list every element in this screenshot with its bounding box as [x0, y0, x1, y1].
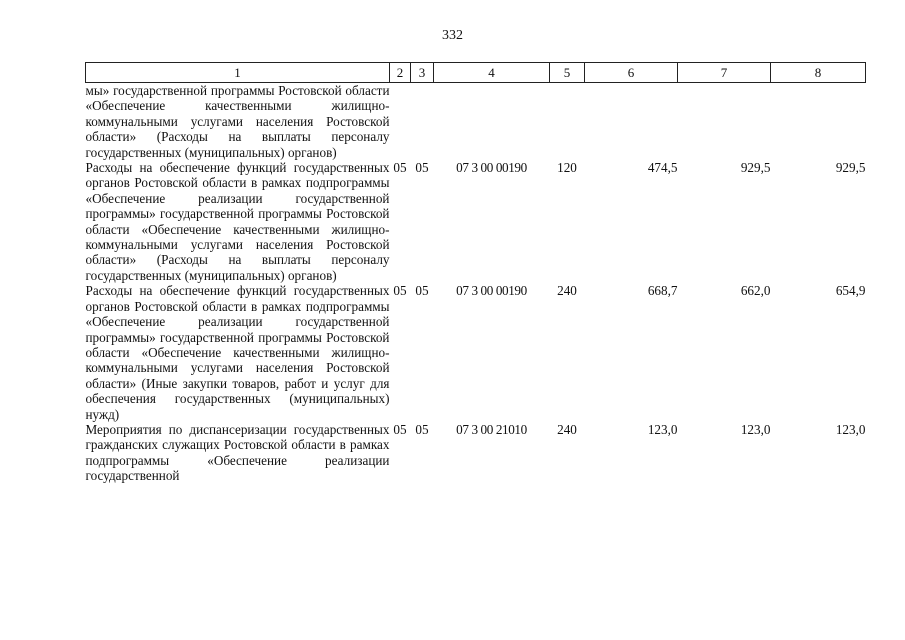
- row-description: Расходы на обеспечение функций государственных органов Ростовской области в рамках подпрограммы «Обеспечение реализации государственной программы» государственной программы Ростовской области «Обеспечение качественными жилищно-коммунальными услугами населения Ростовской области» (Расходы на выплаты персоналу государственных (муниципальных) органов): [85, 160, 390, 283]
- row-target-code: [434, 83, 550, 161]
- row-description: мы» государственной программы Ростовской области «Обеспечение качественными жилищно-коммунальными услугами населения Ростовской области» (Расходы на выплаты персоналу государственных (муниципальных) органов): [85, 83, 390, 160]
- column-header-1: 1: [86, 63, 390, 83]
- row-amount-2: 662,0: [740, 283, 771, 299]
- row-amount-1: 668,7: [647, 283, 678, 299]
- table-row: [86, 283, 866, 422]
- column-header-7: 7: [678, 63, 771, 83]
- row-amount-2: [678, 83, 771, 161]
- row-subsection: 05: [415, 283, 429, 299]
- row-subsection: 05: [415, 160, 429, 176]
- row-section: [390, 83, 411, 161]
- row-expense-type: 120: [557, 160, 577, 176]
- row-amount-2: 929,5: [740, 160, 771, 176]
- row-amount-1: [585, 83, 678, 161]
- row-description: Мероприятия по диспансеризации государственных гражданских служащих Ростовской области в рамках подпрограммы «Обеспечение реализации государственной: [85, 421, 390, 484]
- table-row: [86, 83, 866, 161]
- row-amount-3: 123,0: [835, 421, 866, 437]
- row-amount-2: 123,0: [740, 421, 771, 437]
- row-section: 05: [393, 421, 407, 437]
- row-expense-type: 240: [557, 283, 577, 299]
- column-header-4: 4: [434, 63, 550, 83]
- column-header-3: 3: [411, 63, 434, 83]
- row-section: 05: [393, 160, 407, 176]
- row-subsection: [411, 83, 434, 161]
- row-description: Расходы на обеспечение функций государственных органов Ростовской области в рамках подпрограммы «Обеспечение реализации государственной программы» государственной программы Ростовской области «Обеспечение качественными жилищно-коммунальными услугами населения Ростовской области» (Иные закупки товаров, работ и услуг для обеспечения государственных (муниципальных) нужд): [85, 283, 390, 422]
- row-target-code: 07 3 00 00190: [456, 283, 527, 299]
- page-number: 332: [442, 28, 463, 43]
- row-section: 05: [393, 283, 407, 299]
- row-amount-1: 123,0: [647, 421, 678, 437]
- table-header: [86, 63, 866, 83]
- row-amount-3: 654,9: [835, 283, 866, 299]
- row-amount-1: 474,5: [647, 160, 678, 176]
- budget-table: [85, 62, 866, 484]
- column-header-6: 6: [585, 63, 678, 83]
- row-target-code: 07 3 00 00190: [456, 160, 527, 176]
- header-row: [86, 63, 866, 83]
- row-expense-type: 240: [557, 421, 577, 437]
- row-expense-type: [550, 83, 585, 161]
- table-row: [86, 160, 866, 283]
- table-row: [86, 422, 866, 484]
- column-header-5: 5: [550, 63, 585, 83]
- row-amount-3: 929,5: [835, 160, 866, 176]
- column-header-2: 2: [390, 63, 411, 83]
- row-target-code: 07 3 00 21010: [456, 421, 527, 437]
- table-body: [86, 83, 866, 484]
- row-amount-3: [771, 83, 866, 161]
- row-subsection: 05: [415, 421, 429, 437]
- column-header-8: 8: [771, 63, 866, 83]
